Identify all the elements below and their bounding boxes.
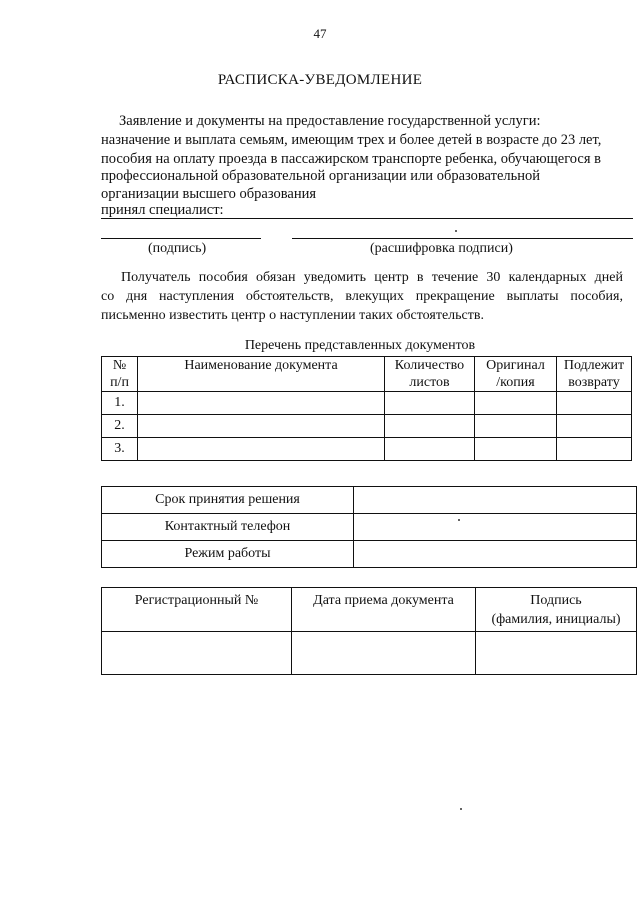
documents-header-row [102, 357, 632, 392]
reg-number-header: Регистрационный № [102, 588, 292, 632]
contact-phone-value[interactable] [354, 514, 637, 541]
notice-line: Получатель пособия обязан уведомить центр в течение 30 календарных дней [121, 270, 623, 285]
registration-header-row [102, 588, 637, 632]
scan-speck [455, 230, 457, 232]
decoding-label: (расшифровка подписи) [370, 241, 513, 256]
registration-table [101, 587, 637, 675]
reg-number-value[interactable] [102, 632, 292, 675]
intro-line: организации высшего образования [101, 186, 317, 202]
intro-line: профессиональной образовательной организации или образовательной [101, 168, 541, 184]
work-hours-row [102, 541, 637, 568]
table-row [102, 392, 632, 415]
page-number: 47 [313, 26, 327, 41]
header-count: Количество листов [385, 357, 475, 392]
row-number: 3. [102, 438, 138, 461]
contact-phone-row [102, 514, 637, 541]
signature-label: (подпись) [148, 241, 207, 256]
intro-line: Заявление и документы на предоставление государственной услуги: [119, 113, 541, 129]
sheet-count-cell[interactable] [385, 392, 475, 415]
notice-text [101, 268, 623, 325]
signature-header: Подпись (фамилия, инициалы) [476, 588, 637, 632]
decision-term-row [102, 487, 637, 514]
work-hours-label: Режим работы [102, 541, 354, 568]
document-name-cell[interactable] [138, 415, 385, 438]
notice-line: письменно известить центр о наступлении таких обстоятельств. [101, 308, 484, 323]
documents-table [101, 356, 632, 461]
accepted-by-label: принял специалист: [101, 202, 224, 218]
receipt-date-value[interactable] [292, 632, 476, 675]
original-copy-cell[interactable] [475, 415, 557, 438]
registration-body-row [102, 632, 637, 675]
table-row [102, 438, 632, 461]
row-number: 2. [102, 415, 138, 438]
signature-value[interactable] [476, 632, 637, 675]
intro-line: назначение и выплата семьям, имеющим трех и более детей в возрасте до 23 лет, [101, 132, 602, 148]
intro-line: пособия на оплату проезда в пассажирском транспорте ребенка, обучающегося в [101, 151, 601, 167]
notice-line: со дня наступления обстоятельств, влекущих прекращение выплаты пособия, [101, 289, 623, 304]
document-name-cell[interactable] [138, 438, 385, 461]
sheet-count-cell[interactable] [385, 415, 475, 438]
header-name: Наименование документа [138, 357, 385, 392]
table-row [102, 415, 632, 438]
document-title: РАСПИСКА-УВЕДОМЛЕНИЕ [217, 72, 423, 88]
decision-term-value[interactable] [354, 487, 637, 514]
header-return: Подлежит возврату [557, 357, 632, 392]
decision-term-label: Срок принятия решения [102, 487, 354, 514]
decoding-line [292, 238, 633, 239]
contact-phone-label: Контактный телефон [102, 514, 354, 541]
scan-speck [458, 519, 460, 521]
specialist-line [101, 218, 633, 219]
header-num: № п/п [102, 357, 138, 392]
info-table [101, 486, 637, 568]
return-cell[interactable] [557, 438, 632, 461]
documents-caption: Перечень представленных документов [244, 338, 476, 353]
return-cell[interactable] [557, 392, 632, 415]
signature-line [101, 238, 261, 239]
return-cell[interactable] [557, 415, 632, 438]
header-original: Оригинал /копия [475, 357, 557, 392]
work-hours-value[interactable] [354, 541, 637, 568]
receipt-date-header: Дата приема документа [292, 588, 476, 632]
row-number: 1. [102, 392, 138, 415]
document-name-cell[interactable] [138, 392, 385, 415]
original-copy-cell[interactable] [475, 438, 557, 461]
sheet-count-cell[interactable] [385, 438, 475, 461]
scan-speck [460, 808, 462, 810]
original-copy-cell[interactable] [475, 392, 557, 415]
